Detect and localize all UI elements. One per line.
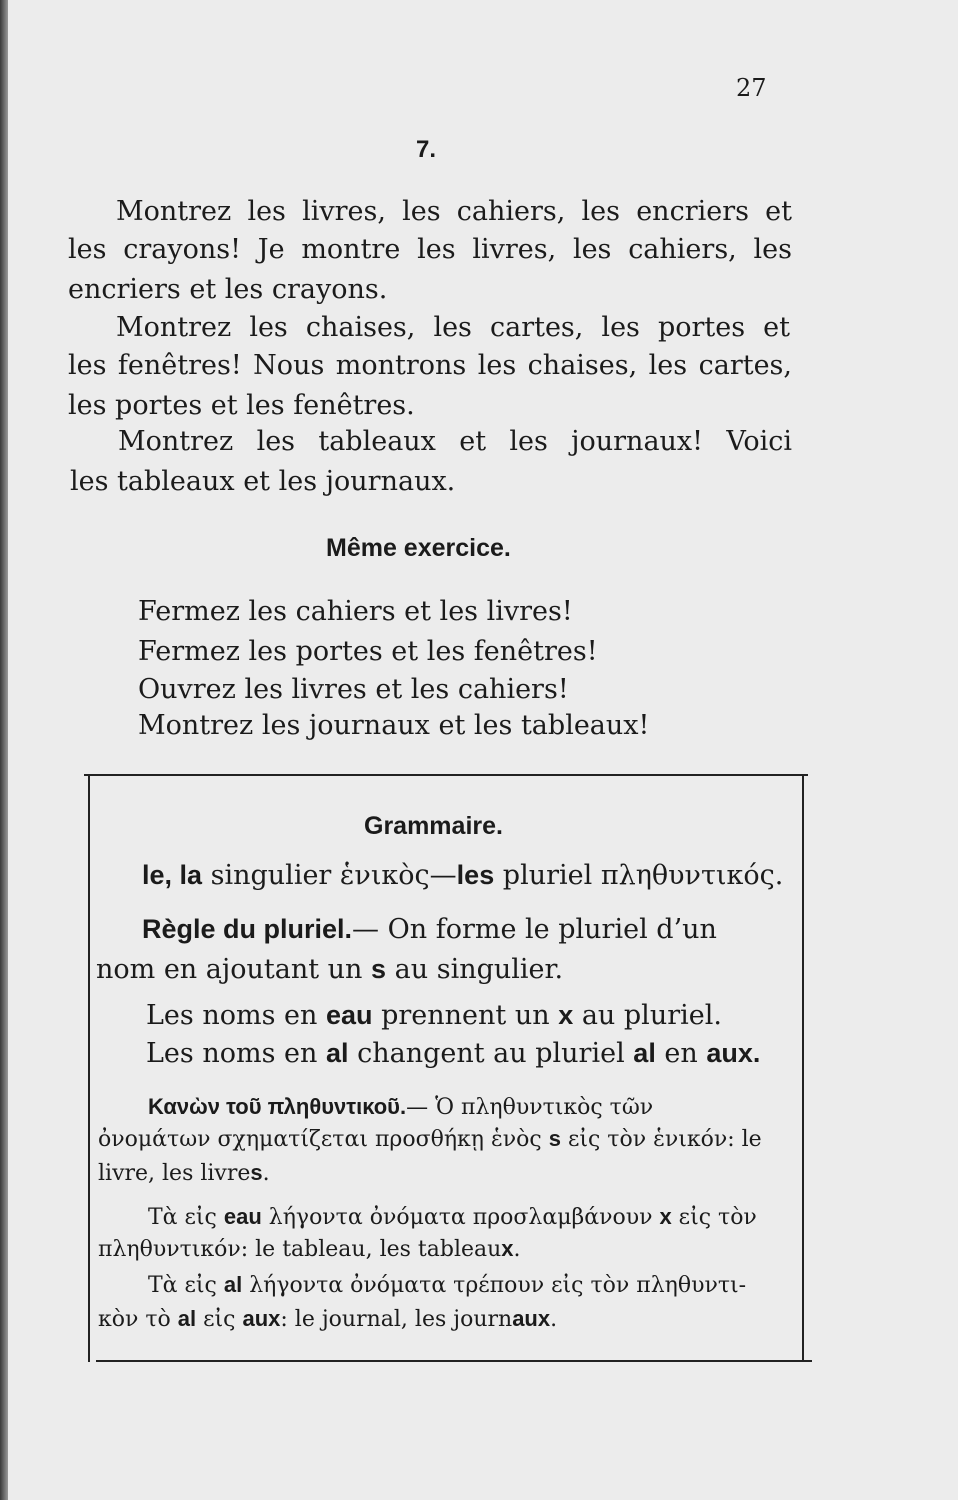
article-line: le, la singulier ἑνικὸς—les pluriel πληθυντικός. <box>142 860 784 891</box>
grammar-title: Grammaire. <box>364 812 503 840</box>
meme-exercice-heading: Même exercice. <box>326 534 511 562</box>
regle-label: Règle du pluriel. <box>142 914 353 944</box>
page-number: 27 <box>736 74 767 102</box>
exercise-line: Montrez les livres, les cahiers, les encriers et <box>116 196 792 227</box>
greek-rule-line-2: ὀνομάτων σχηματίζεται προσθήκῃ ἑνὸς s εἰς τὸν ἑνικόν: le <box>98 1126 762 1152</box>
exercise-line: Montrez les tableaux et les journaux! Voici <box>118 426 792 457</box>
greek-eau-line: Τὰ εἰς eau λήγοντα ὀνόματα προσλαμβάνουν x εἰς τὸν <box>148 1204 757 1230</box>
bold-term: les <box>456 860 495 890</box>
meme-line: Montrez les journaux et les tableaux! <box>138 710 650 741</box>
bold-term: le, la <box>142 860 203 890</box>
meme-line: Ouvrez les livres et les cahiers! <box>138 674 569 705</box>
greek-al-line: Τὰ εἰς al λήγοντα ὀνόματα τρέπουν εἰς τὸν πληθυντι- <box>148 1272 747 1298</box>
book-page <box>8 0 958 1500</box>
regle-line-2: nom en ajoutant un s au singulier. <box>96 954 564 985</box>
section-number: 7. <box>416 136 437 163</box>
greek-eau-line-2: πληθυντικόν: le tableau, les tableaux. <box>98 1236 521 1262</box>
exercise-line: Montrez les chaises, les cartes, les portes et <box>116 312 790 343</box>
greek-rule-line-3: livre, les livres. <box>98 1160 270 1186</box>
exercise-line: les fenêtres! Nous montrons les chaises, les cartes, <box>68 350 792 381</box>
exercise-line: encriers et les crayons. <box>68 274 388 305</box>
exercise-line: les portes et les fenêtres. <box>68 390 415 421</box>
eau-rule-line: Les noms en eau prennent un x au pluriel. <box>146 1000 722 1031</box>
greek-rule-label: Κανὼν τοῦ πληθυντικοῦ. <box>148 1094 407 1119</box>
box-bottom-rule <box>96 1360 812 1362</box>
greek-al-line-2: κὸν τὸ al εἰς aux: le journal, les journaux. <box>98 1306 558 1332</box>
exercise-line: les tableaux et les journaux. <box>70 466 456 497</box>
meme-line: Fermez les cahiers et les livres! <box>138 596 573 627</box>
exercise-line: les crayons! Je montre les livres, les cahiers, les <box>68 234 792 265</box>
regle-line: Règle du pluriel.— On forme le pluriel d’un <box>142 914 717 945</box>
greek-rule-line: Κανὼν τοῦ πληθυντικοῦ.— Ὁ πληθυντικὸς τῶν <box>148 1094 654 1120</box>
meme-line: Fermez les portes et les fenêtres! <box>138 636 598 667</box>
al-rule-line: Les noms en al changent au pluriel al en aux. <box>146 1038 761 1069</box>
book-spine-shadow <box>0 0 8 1500</box>
